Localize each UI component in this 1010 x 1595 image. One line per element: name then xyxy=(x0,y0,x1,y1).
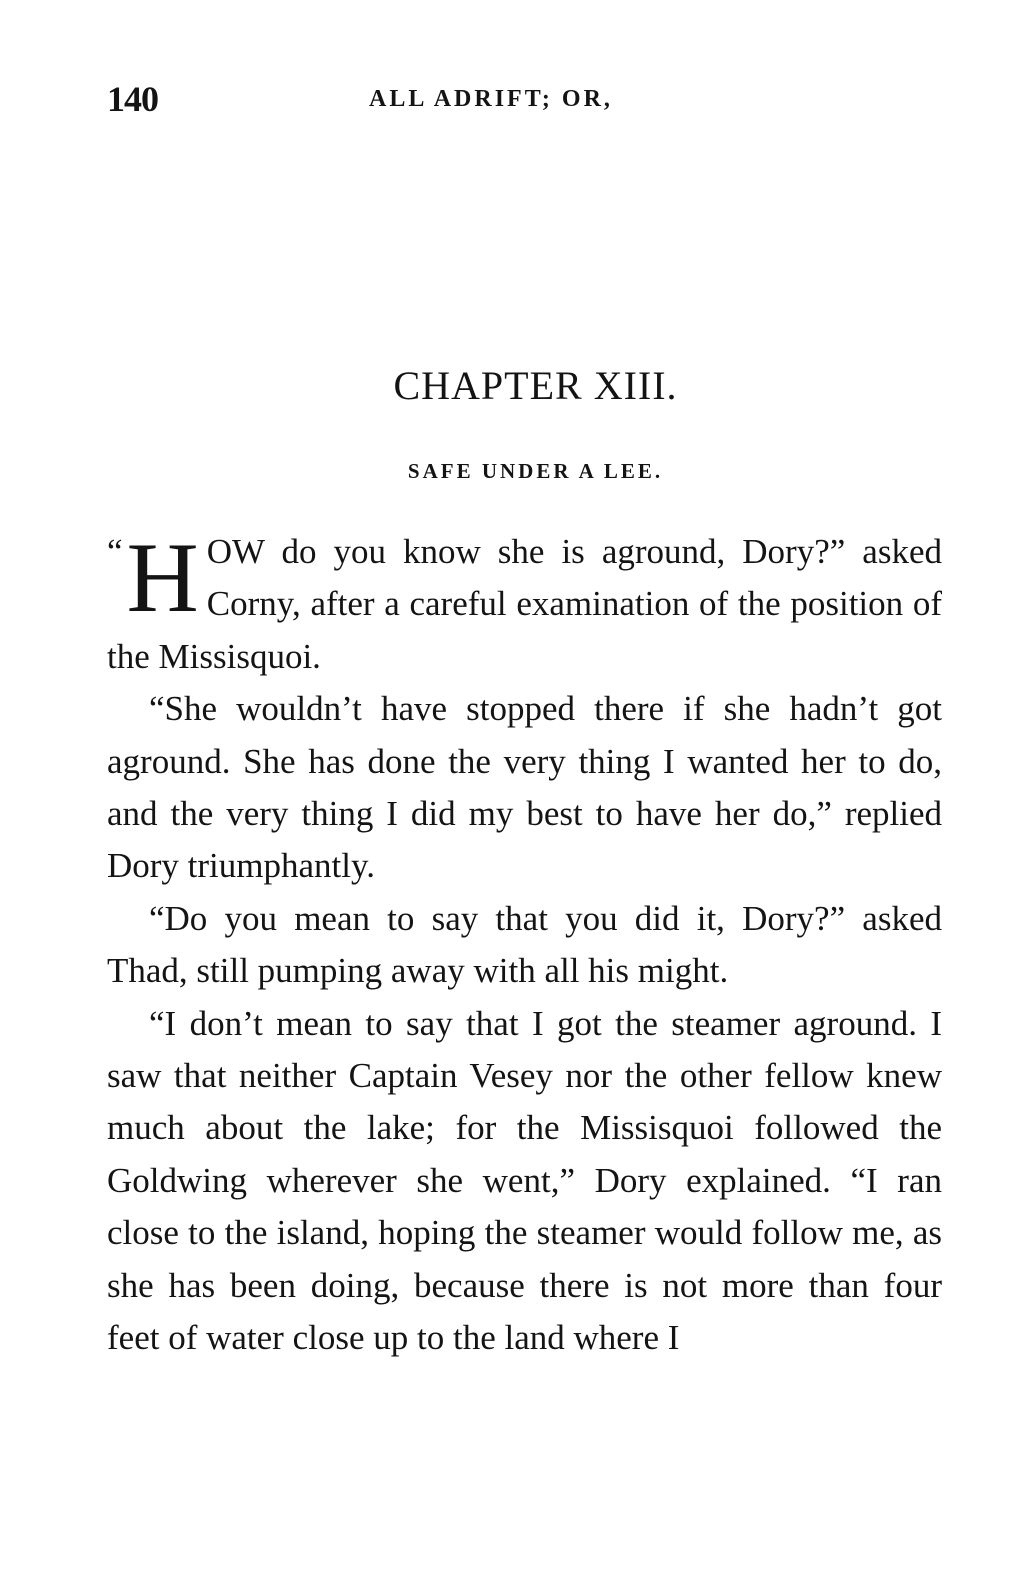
drop-cap: H xyxy=(126,522,199,633)
running-title: ALL ADRIFT; OR, xyxy=(369,86,613,112)
paragraph: “I don’t mean to say that I got the steamer aground. I saw that neither Captain Vesey nor the other fellow knew much about the lake; for the Missisquoi followed the Goldwing wherever she went,” Dory explained. “I ran close to the island, hoping the steamer would follow me, as she has been doing, because there is not more than four feet of water close up to the land where I xyxy=(107,1003,942,1358)
chapter-heading: CHAPTER XIII. xyxy=(393,363,678,408)
paragraph: “She wouldn’t have stopped there if she hadn’t got aground. She has done the very thing I wanted her to do, and the very thing I did my best to have her do,” replied Dory triumphantly. xyxy=(107,689,942,886)
page-number: 140 xyxy=(107,79,158,119)
chapter-subtitle: SAFE UNDER A LEE. xyxy=(407,459,664,483)
paragraph-text: OW do you know she is aground, Dory?” asked Corny, after a careful examination of the position of the Missisquoi. xyxy=(107,532,942,676)
paragraph xyxy=(107,522,942,683)
running-head xyxy=(107,78,942,128)
opening-quote-mark: “ xyxy=(107,532,123,571)
body-text xyxy=(107,522,942,1365)
paragraph: “Do you mean to say that you did it, Dory?” asked Thad, still pumping away with all his might. xyxy=(107,898,942,991)
